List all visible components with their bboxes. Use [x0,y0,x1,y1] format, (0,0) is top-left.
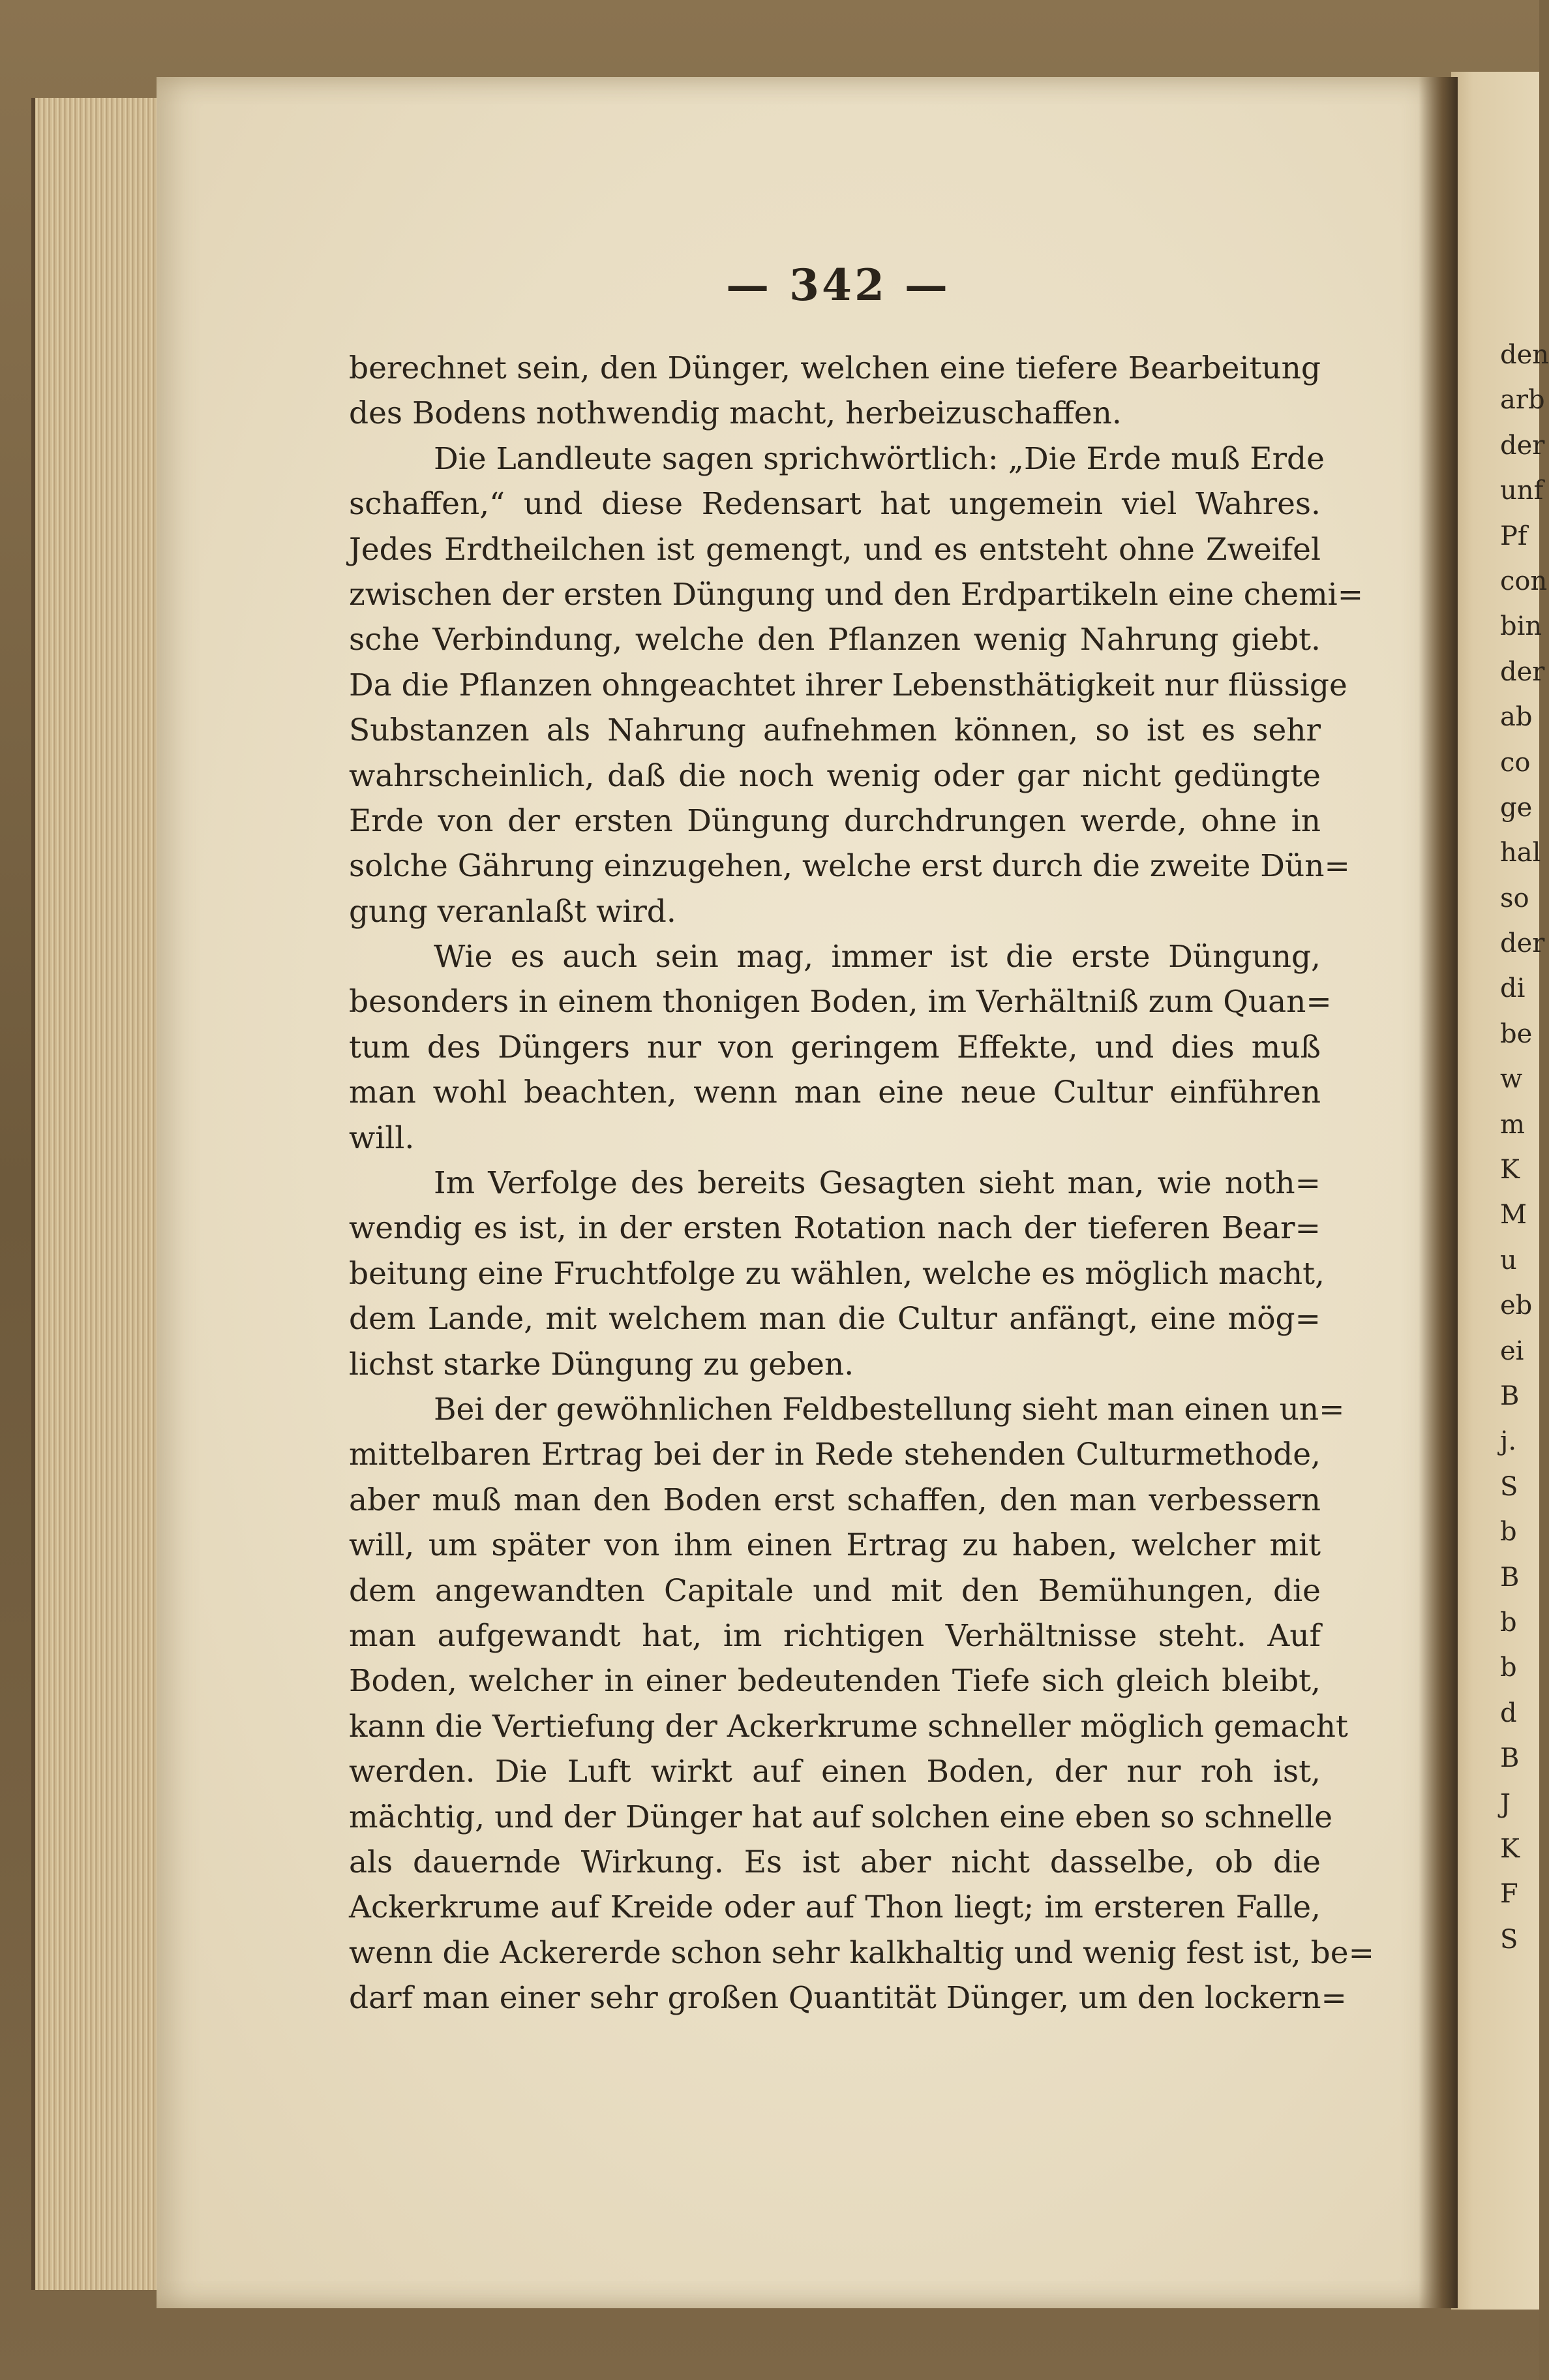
text-line: zwischen der ersten Düngung und den Erdpartikeln eine chemi= [349,576,1364,613]
text-line: wendig es ist, in der ersten Rotation nach der tieferen Bear= [349,1210,1321,1247]
margin-fragment: B [1500,1562,1520,1593]
margin-fragment: unf [1500,476,1544,506]
margin-fragment: der [1500,928,1545,959]
margin-fragment: S [1500,1471,1518,1502]
text-line: darf man einer sehr großen Quantität Dünger, um den lockern= [349,1980,1347,2017]
text-line: besonders in einem thonigen Boden, im Verhältniß zum Quan= [349,984,1332,1020]
text-line: berechnet sein, den Dünger, welchen eine tiefere Bearbeitung [349,350,1321,386]
text-line: Jedes Erdtheilchen ist gemengt, und es entsteht ohne Zweifel [349,531,1321,568]
text-line: kann die Vertiefung der Ackerkrume schneller möglich gemacht [349,1708,1348,1745]
text-line: man aufgewandt hat, im richtigen Verhältnisse steht. Auf [349,1617,1321,1654]
adjacent-page-margin-text [1500,333,1549,1962]
page-number: — 342 — [726,260,950,311]
text-line: Da die Pflanzen ohngeachtet ihrer Lebensthätigkeit nur flüssige [349,667,1347,703]
text-line: Im Verfolge des bereits Gesagten sieht man, wie noth= [434,1165,1321,1202]
margin-fragment: con [1500,566,1548,596]
text-line: dem Lande, mit welchem man die Cultur anfängt, eine mög= [349,1301,1321,1337]
text-line: als dauernde Wirkung. Es ist aber nicht dasselbe, ob die [349,1844,1321,1880]
page-edges [31,98,166,2290]
margin-fragment: hal [1500,838,1541,868]
text-line: solche Gährung einzugehen, welche erst durch die zweite Dün= [349,848,1350,885]
margin-fragment: bin [1500,611,1542,642]
margin-fragment: m [1500,1109,1525,1140]
margin-fragment: der [1500,656,1545,687]
margin-fragment: S [1500,1924,1518,1955]
margin-fragment: u [1500,1245,1517,1275]
margin-fragment: K [1500,1833,1520,1864]
margin-fragment: arb [1500,385,1545,416]
page-gutter [1419,77,1458,2308]
text-line: will, um später von ihm einen Ertrag zu haben, welcher mit [349,1527,1321,1564]
text-line: beitung eine Fruchtfolge zu wählen, welche es möglich macht, [349,1255,1325,1292]
margin-fragment: Pf [1500,521,1527,551]
margin-fragment: der [1500,430,1545,461]
margin-fragment: b [1500,1653,1517,1683]
text-line: tum des Düngers nur von geringem Effekte, und dies muß [349,1029,1321,1065]
margin-fragment: w [1500,1064,1523,1095]
margin-fragment: b [1500,1607,1517,1638]
margin-fragment: J [1500,1788,1511,1819]
text-line: gung veranlaßt wird. [349,893,676,930]
text-line: dem angewandten Capitale und mit den Bemühungen, die [349,1572,1321,1609]
text-line: schaffen,“ und diese Redensart hat ungemein viel Wahres. [349,486,1321,523]
margin-fragment: ei [1500,1335,1524,1366]
margin-fragment: eb [1500,1290,1533,1321]
margin-fragment: K [1500,1155,1520,1185]
margin-fragment: B [1500,1743,1520,1774]
text-line: will. [349,1120,415,1156]
margin-fragment: b [1500,1517,1517,1548]
text-line: Ackerkrume auf Kreide oder auf Thon liegt; im ersteren Falle, [349,1889,1321,1926]
margin-fragment: co [1500,747,1531,778]
text-line: Bei der gewöhnlichen Feldbestellung sieht man einen un= [434,1391,1345,1427]
page-body-text [349,346,1374,2021]
margin-fragment: B [1500,1381,1520,1411]
text-line: aber muß man den Boden erst schaffen, den man verbessern [349,1482,1321,1518]
margin-fragment: ge [1500,792,1533,823]
text-line: sche Verbindung, welche den Pflanzen wenig Nahrung giebt. [349,622,1321,658]
margin-fragment: d [1500,1698,1517,1728]
text-line: Boden, welcher in einer bedeutenden Tiefe sich gleich bleibt, [349,1663,1321,1700]
text-line: Substanzen als Nahrung aufnehmen können, so ist es sehr [349,712,1321,749]
text-line: man wohl beachten, wenn man eine neue Cultur einführen [349,1075,1321,1111]
margin-fragment: ab [1500,702,1533,733]
margin-fragment: di [1500,973,1526,1004]
margin-fragment: be [1500,1018,1533,1049]
margin-fragment: F [1500,1879,1518,1910]
text-line: Die Landleute sagen sprichwörtlich: „Die Erde muß Erde [434,440,1325,477]
text-line: wahrscheinlich, daß die noch wenig oder gar nicht gedüngte [349,757,1321,794]
margin-fragment: so [1500,883,1529,913]
margin-fragment: j. [1500,1426,1517,1457]
text-line: Wie es auch sein mag, immer ist die erste Düngung, [434,939,1321,975]
text-line: mächtig, und der Dünger hat auf solchen eine eben so schnelle [349,1799,1333,1835]
text-line: wenn die Ackererde schon sehr kalkhaltig und wenig fest ist, be= [349,1934,1374,1971]
text-line: werden. Die Luft wirkt auf einen Boden, der nur roh ist, [349,1754,1321,1790]
margin-fragment: M [1500,1200,1527,1230]
margin-fragment: den [1500,340,1549,370]
text-line: mittelbaren Ertrag bei der in Rede stehenden Culturmethode, [349,1437,1321,1473]
text-line: lichst starke Düngung zu geben. [349,1346,854,1382]
text-line: des Bodens nothwendig macht, herbeizuschaffen. [349,395,1122,432]
text-line: Erde von der ersten Düngung durchdrungen werde, ohne in [349,802,1321,839]
